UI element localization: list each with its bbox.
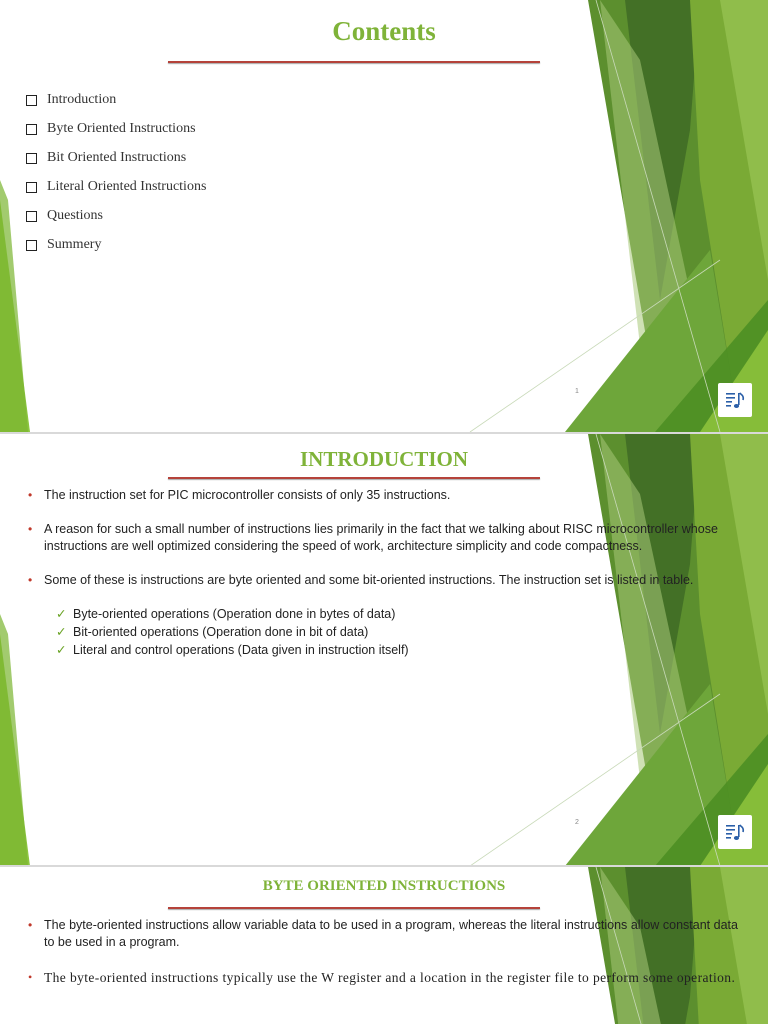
byte-oriented-bullets xyxy=(28,917,738,1004)
page-number: 1 xyxy=(575,388,579,395)
bullet-dot: • xyxy=(28,522,33,536)
title-underline xyxy=(168,61,540,63)
bullet-item: • Some of these is instructions are byte oriented and some bit-oriented instructions. The instruction set is listed in table. xyxy=(28,573,694,587)
contents-list xyxy=(26,92,206,266)
bullet-item: • The instruction set for PIC microcontroller consists of only 35 instructions. xyxy=(28,488,451,502)
slide-title: Contents xyxy=(332,16,436,46)
checkbox-icon xyxy=(26,211,37,222)
intro-bullets xyxy=(28,487,738,606)
title-underline xyxy=(168,907,540,909)
check-item: ✓ Byte-oriented operations (Operation done in bytes of data) xyxy=(56,607,396,621)
audio-note-icon xyxy=(724,389,746,411)
bullet-dot: • xyxy=(28,488,33,502)
checkmark-icon: ✓ xyxy=(56,643,67,657)
checkbox-icon xyxy=(26,182,37,193)
audio-button[interactable] xyxy=(718,815,752,849)
checkmark-icon: ✓ xyxy=(56,607,67,621)
operation-types-list xyxy=(56,605,409,659)
bullet-dot: • xyxy=(28,918,33,932)
audio-button[interactable] xyxy=(718,383,752,417)
audio-note-icon xyxy=(724,821,746,843)
contents-item: Bit Oriented Instructions xyxy=(26,150,206,179)
bullet-item: • The byte-oriented instructions allow variable data to be used in a program, whereas the literal instructions allow constant data to be used in a program. xyxy=(28,918,738,949)
title-underline xyxy=(168,477,540,479)
page-number: 2 xyxy=(575,819,579,826)
checkbox-icon xyxy=(26,95,37,106)
check-item: ✓ Literal and control operations (Data given in instruction itself) xyxy=(56,643,409,657)
bullet-dot: • xyxy=(28,573,33,587)
slide-title: INTRODUCTION xyxy=(299,447,469,471)
slide-title: BYTE ORIENTED INSTRUCTIONS xyxy=(262,878,506,894)
bullet-dot: • xyxy=(28,970,33,984)
contents-item: Byte Oriented Instructions xyxy=(26,121,206,150)
checkmark-icon: ✓ xyxy=(56,625,67,639)
checkbox-icon xyxy=(26,124,37,135)
contents-item: Questions xyxy=(26,208,206,237)
bullet-item: • A reason for such a small number of instructions lies primarily in the fact that we talking about RISC microcontroller whose instructions are well optimized considering the speed of work, architecture simplicity and code compactness. xyxy=(28,522,718,553)
contents-item: Introduction xyxy=(26,92,206,121)
bullet-item: • The byte-oriented instructions typically use the W register and a location in the register file to perform some operation. xyxy=(28,970,736,985)
contents-item: Literal Oriented Instructions xyxy=(26,179,206,208)
contents-item: Summery xyxy=(26,237,206,266)
checkbox-icon xyxy=(26,240,37,251)
slide-3 xyxy=(0,867,768,1024)
check-item: ✓ Bit-oriented operations (Operation done in bit of data) xyxy=(56,625,369,639)
checkbox-icon xyxy=(26,153,37,164)
slide-2 xyxy=(0,434,768,865)
slide-1 xyxy=(0,0,768,432)
